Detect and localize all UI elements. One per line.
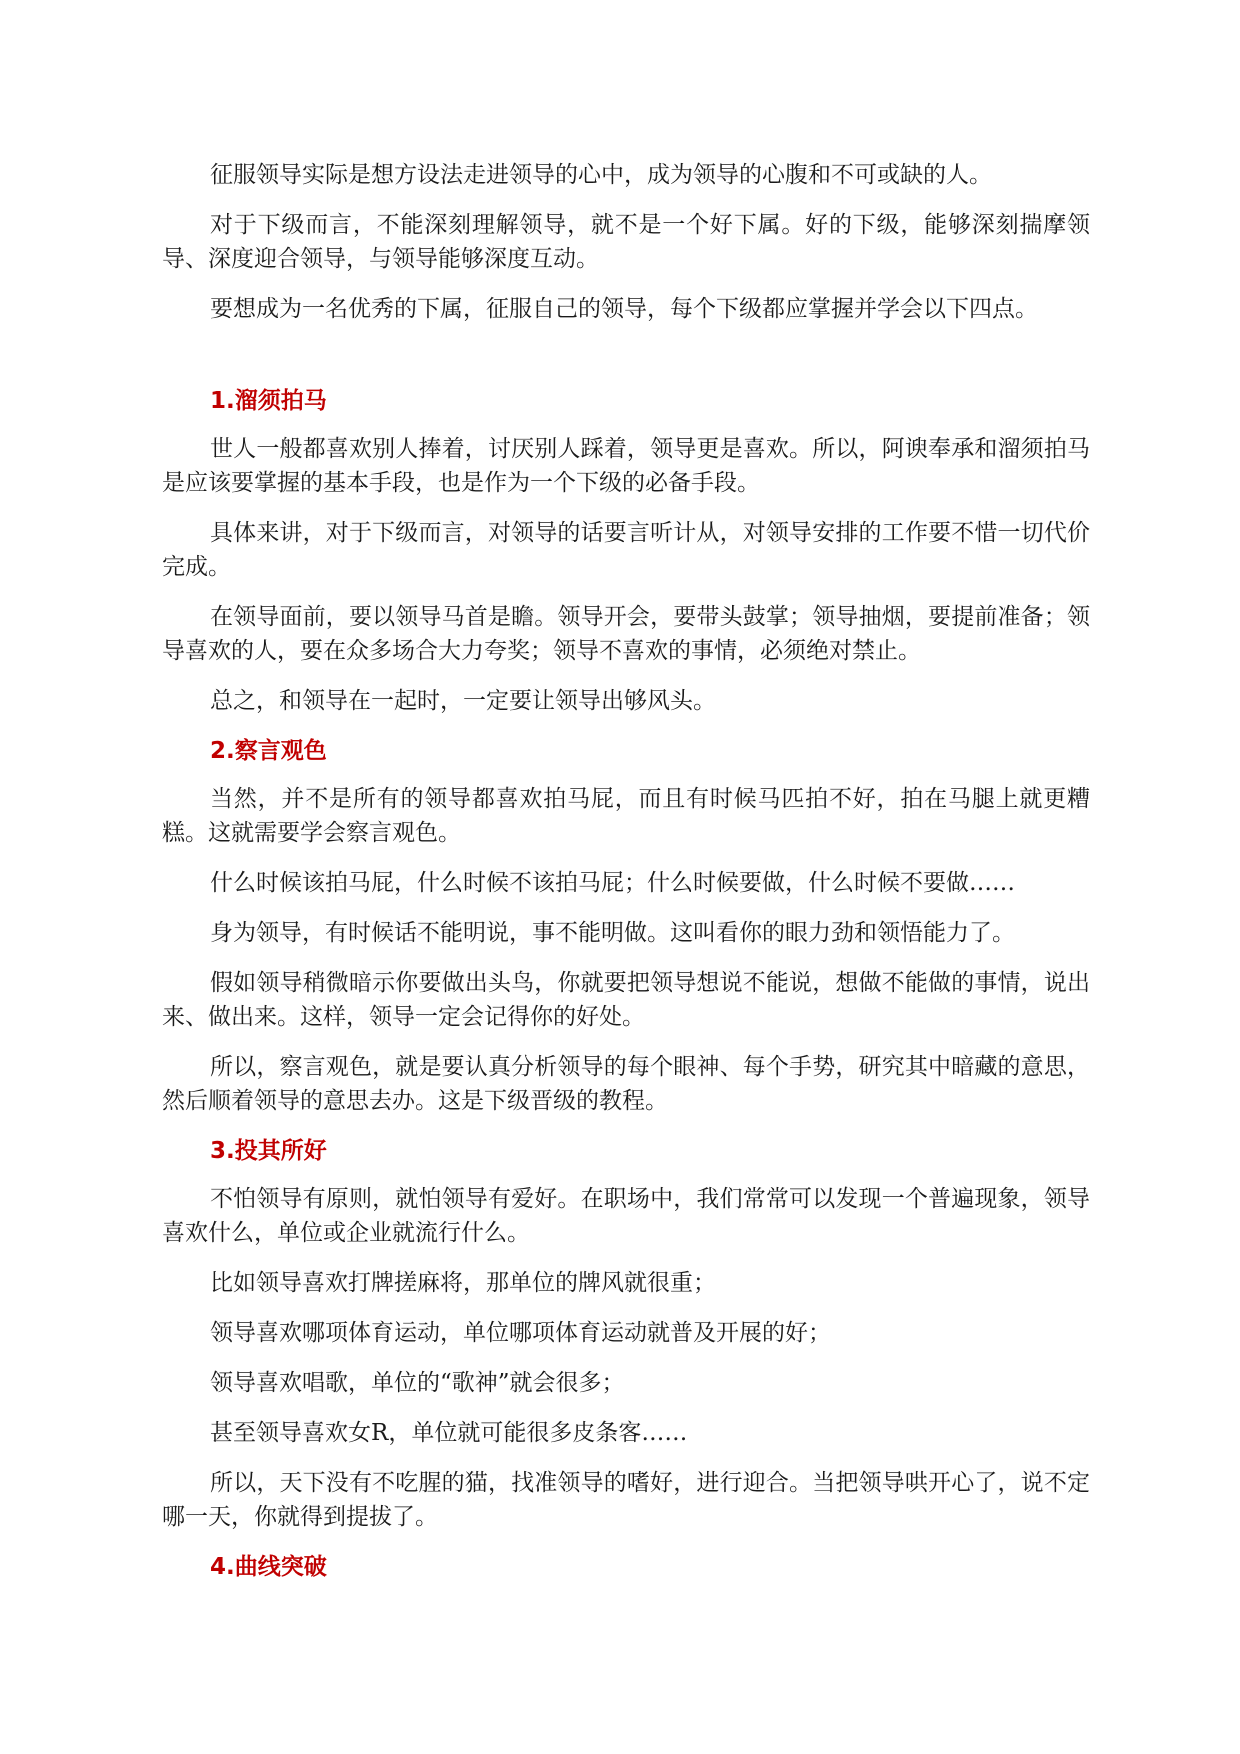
section-3-paragraph-1: 不怕领导有原则，就怕领导有爱好。在职场中，我们常常可以发现一个普遍现象，领导喜欢什么，单位或企业就流行什么。 bbox=[162, 1186, 1090, 1246]
section-2-paragraph-2: 什么时候该拍马屁，什么时候不该拍马屁；什么时候要做，什么时候不要做…… bbox=[210, 870, 1015, 896]
section-1-paragraph-1: 世人一般都喜欢别人捧着，讨厌别人踩着，领导更是喜欢。所以，阿谀奉承和溜须拍马是应该要掌握的基本手段，也是作为一个下级的必备手段。 bbox=[162, 436, 1090, 496]
section-2-heading: 2.察言观色 bbox=[210, 738, 327, 764]
section-2-paragraph-5: 所以，察言观色，就是要认真分析领导的每个眼神、每个手势，研究其中暗藏的意思，然后顺着领导的意思去办。这是下级晋级的教程。 bbox=[162, 1054, 1090, 1114]
intro-paragraph-1: 征服领导实际是想方设法走进领导的心中，成为领导的心腹和不可或缺的人。 bbox=[210, 162, 992, 188]
section-2-paragraph-4: 假如领导稍微暗示你要做出头鸟，你就要把领导想说不能说，想做不能做的事情，说出来、做出来。这样，领导一定会记得你的好处。 bbox=[162, 970, 1090, 1030]
intro-paragraph-2: 对于下级而言，不能深刻理解领导，就不是一个好下属。好的下级，能够深刻揣摩领导、深度迎合领导，与领导能够深度互动。 bbox=[162, 212, 1090, 272]
section-1-paragraph-4: 总之，和领导在一起时，一定要让领导出够风头。 bbox=[210, 688, 716, 714]
document-body bbox=[162, 158, 1090, 1598]
section-3-paragraph-6: 所以，天下没有不吃腥的猫，找准领导的嗜好，进行迎合。当把领导哄开心了，说不定哪一天，你就得到提拔了。 bbox=[162, 1470, 1090, 1530]
section-4-heading: 4.曲线突破 bbox=[210, 1554, 327, 1580]
section-3-paragraph-2: 比如领导喜欢打牌搓麻将，那单位的牌风就很重； bbox=[210, 1270, 716, 1296]
section-3-paragraph-5: 甚至领导喜欢女R，单位就可能很多皮条客…… bbox=[210, 1420, 688, 1446]
section-3-heading: 3.投其所好 bbox=[210, 1138, 327, 1164]
section-3-paragraph-4: 领导喜欢唱歌，单位的“歌神”就会很多； bbox=[210, 1370, 625, 1396]
section-1-paragraph-3: 在领导面前，要以领导马首是瞻。领导开会，要带头鼓掌；领导抽烟，要提前准备；领导喜欢的人，要在众多场合大力夸奖；领导不喜欢的事情，必须绝对禁止。 bbox=[162, 604, 1090, 664]
section-1-heading: 1.溜须拍马 bbox=[210, 388, 327, 414]
section-2-paragraph-1: 当然，并不是所有的领导都喜欢拍马屁，而且有时候马匹拍不好，拍在马腿上就更糟糕。这就需要学会察言观色。 bbox=[162, 786, 1090, 846]
section-1-paragraph-2: 具体来讲，对于下级而言，对领导的话要言听计从，对领导安排的工作要不惜一切代价完成。 bbox=[162, 520, 1090, 580]
section-2-paragraph-3: 身为领导，有时候话不能明说，事不能明做。这叫看你的眼力劲和领悟能力了。 bbox=[210, 920, 1015, 946]
intro-paragraph-3: 要想成为一名优秀的下属，征服自己的领导，每个下级都应掌握并学会以下四点。 bbox=[210, 296, 1038, 322]
section-3-paragraph-3: 领导喜欢哪项体育运动，单位哪项体育运动就普及开展的好； bbox=[210, 1320, 831, 1346]
